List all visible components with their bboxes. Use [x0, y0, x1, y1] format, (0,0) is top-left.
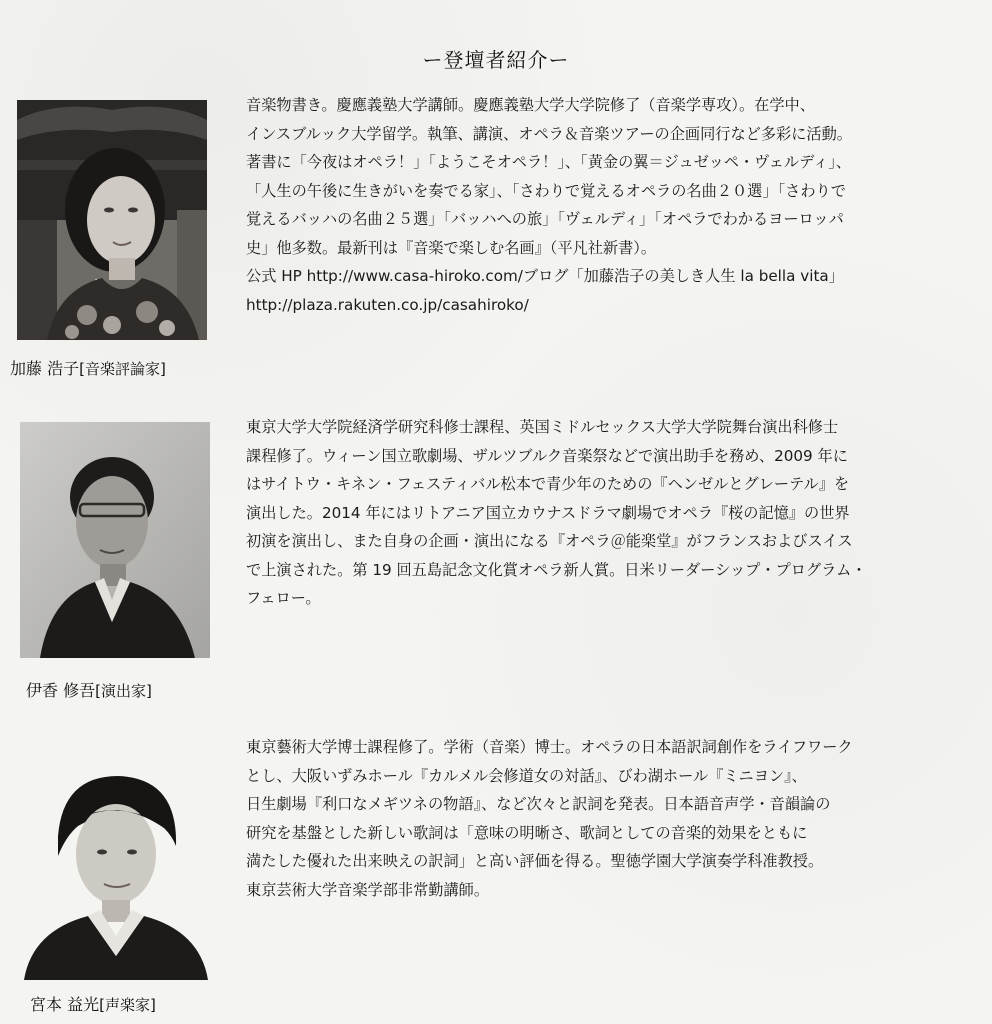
bio-line: インスブルック大学留学。執筆、講演、オペラ＆音楽ツアーの企画同行など多彩に活動。	[246, 124, 852, 143]
bio-line: 東京芸術大学音楽学部非常勤講師。	[246, 880, 489, 899]
bio-line: 「人生の午後に生きがいを奏でる家」、「さわりで覚えるオペラの名曲２０選」「さわりで	[246, 181, 846, 200]
speaker-bio-miyamoto	[246, 733, 982, 904]
speaker-name-miyamoto	[30, 992, 156, 1015]
speaker-name: 伊香 修吾	[26, 681, 96, 700]
bio-line: 東京藝術大学博士課程修了。学術（音楽）博士。オペラの日本語訳詞創作をライフワーク	[246, 738, 853, 756]
bio-line: とし、大阪いずみホール『カルメル会修道女の対話』、びわ湖ホール『ミニヨン』、	[246, 766, 807, 785]
speaker-name: 宮本 益光	[30, 995, 100, 1014]
speaker-role: [声楽家]	[99, 996, 156, 1014]
speaker-bio-iko	[246, 413, 982, 613]
speaker-role: [演出家]	[95, 682, 152, 700]
bio-line: 日生劇場『利口なメギツネの物語』、など次々と訳詞を発表。日本語音声学・音韻論の	[246, 795, 831, 813]
speaker-photo-miyamoto	[18, 766, 210, 980]
speaker-role: [音楽評論家]	[79, 360, 166, 378]
bio-line: はサイトウ・キネン・フェスティバル松本で青少年のための『ヘンゼルとグレーテル』を	[246, 475, 850, 493]
bio-line: 覚えるバッハの名曲２５選」「バッハへの旅」「ヴェルディ」「オペラでわかるヨーロッパ	[246, 210, 844, 228]
speaker-name-kato	[10, 356, 166, 379]
speaker-bio-kato	[246, 91, 982, 319]
bio-line: http://plaza.rakuten.co.jp/casahiroko/	[246, 295, 529, 314]
bio-line: 公式 HP http://www.casa-hiroko.com/ブログ「加藤浩子の美しき人生 la bella vita」	[246, 267, 844, 285]
bio-line: 演出した。2014 年にはリトアニア国立カウナスドラマ劇場でオペラ『桜の記憶』の世界	[246, 503, 850, 522]
bio-line: 課程修了。ウィーン国立歌劇場、ザルツブルク音楽祭などで演出助手を務め、2009 年に	[246, 446, 848, 465]
bio-line: 音楽物書き。慶應義塾大学講師。慶應義塾大学大学院修了（音楽学専攻）。在学中、	[246, 96, 815, 114]
page-title: ー登壇者紹介ー	[422, 48, 570, 72]
bio-line: 著書に「今夜はオペラ！」「ようこそオペラ！」、「黄金の翼＝ジュゼッペ・ヴェルディ」、	[246, 153, 852, 171]
bio-line: で上演された。第 19 回五島記念文化賞オペラ新人賞。日米リーダーシップ・プログラム・	[246, 560, 867, 579]
speaker-name-iko	[26, 678, 152, 701]
bio-line: フェロー。	[246, 589, 321, 607]
speaker-name: 加藤 浩子	[10, 359, 80, 378]
speaker-photo-iko	[20, 422, 210, 658]
bio-line: 初演を演出し、また自身の企画・演出になる『オペラ＠能楽堂』がフランスおよびスイス	[246, 532, 853, 550]
speaker-photo-kato	[17, 100, 207, 340]
bio-line: 満たした優れた出来映えの訳詞」と高い評価を得る。聖徳学園大学演奏学科准教授。	[246, 852, 824, 870]
bio-line: 史」他多数。最新刊は『音楽で楽しむ名画』（平凡社新書）。	[246, 238, 657, 257]
bio-line: 研究を基盤とした新しい歌詞は「意味の明晰さ、歌詞としての音楽的効果をともに	[246, 823, 808, 842]
bio-line: 東京大学大学院経済学研究科修士課程、英国ミドルセックス大学大学院舞台演出科修士	[246, 418, 839, 436]
